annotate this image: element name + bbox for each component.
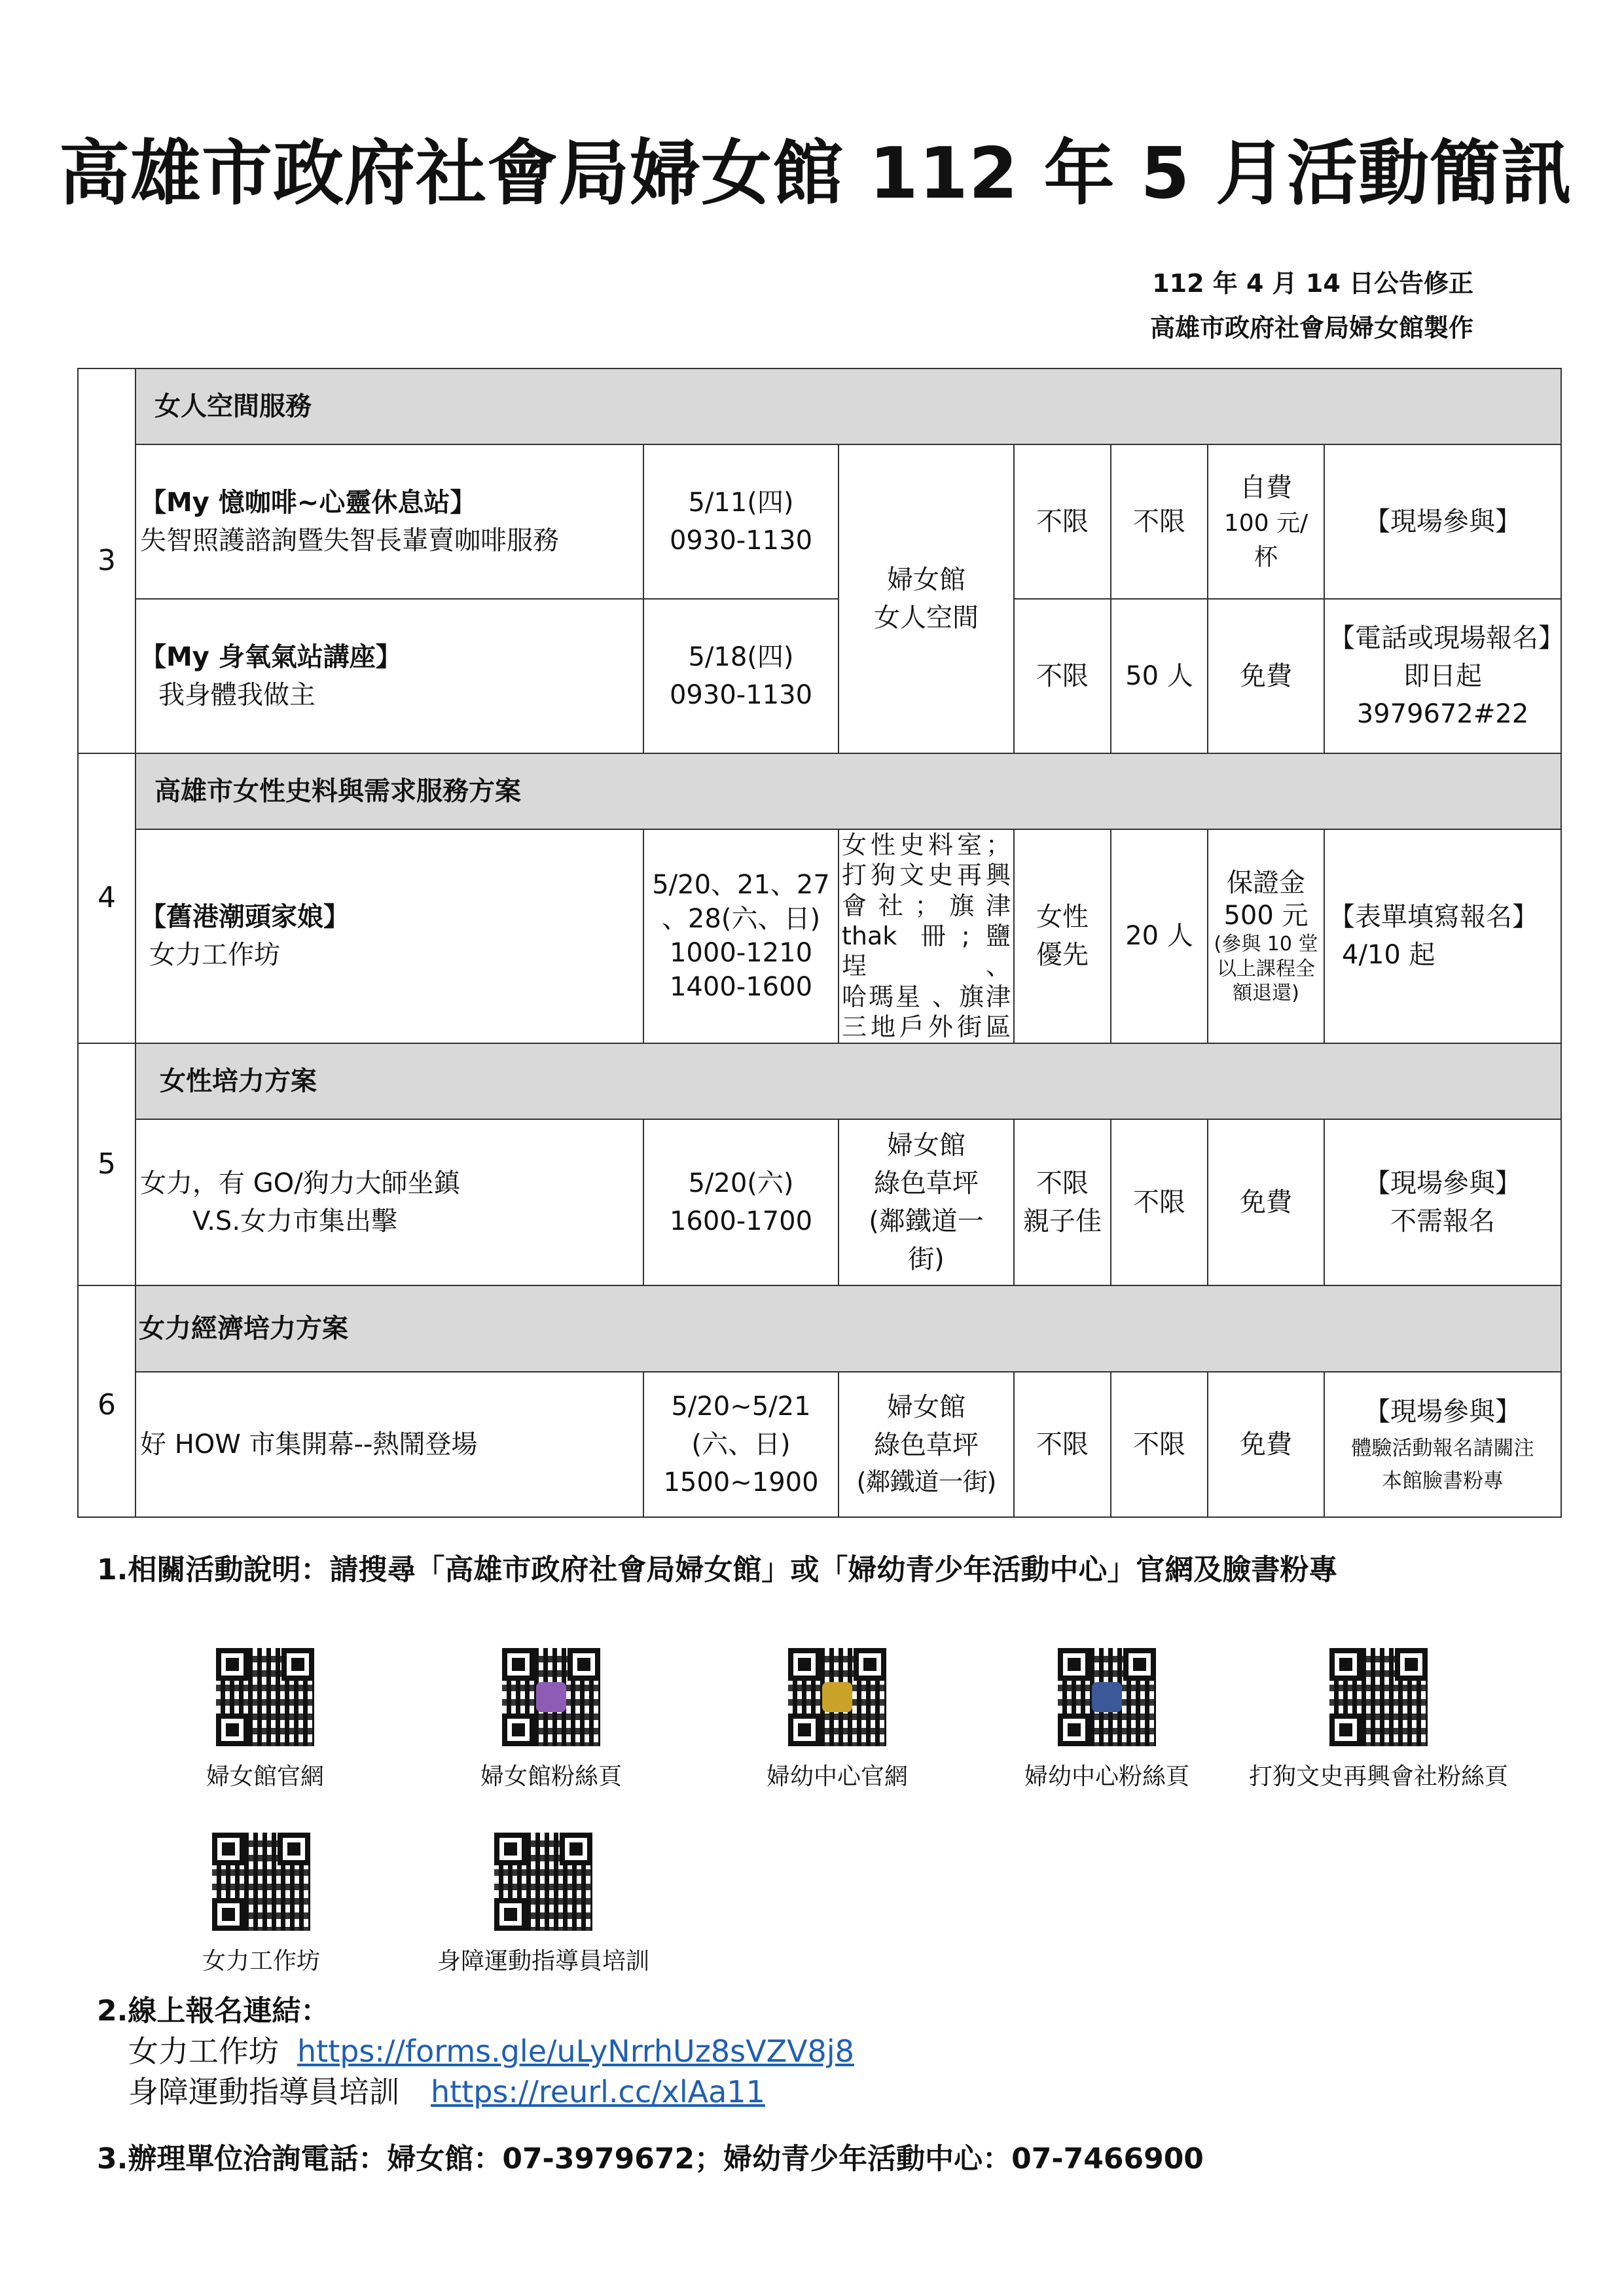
time-line: 1000-1210	[669, 938, 813, 969]
activity-date	[643, 829, 839, 1043]
section-3-header	[78, 368, 1561, 444]
section-title: 女人空間服務	[135, 368, 1561, 444]
activity-title: 女力，有 GO/狗力大師坐鎮	[140, 1168, 460, 1198]
qr-code	[212, 1833, 310, 1931]
activity-fee: 免費	[1208, 1119, 1324, 1285]
qr-label: 女力工作坊	[202, 1948, 320, 1975]
qr-label: 婦幼中心官網	[766, 1763, 908, 1790]
table-row	[78, 829, 1561, 1043]
qr-women-center-fanpage[interactable]	[453, 1648, 649, 1791]
announce-date: 112 年 4 月 14 日公告修正	[1152, 269, 1473, 298]
qr-dagou-fanpage[interactable]	[1248, 1648, 1508, 1791]
date-line: (六、日)	[691, 1429, 791, 1460]
activity-quota: 不限	[1111, 444, 1208, 599]
activity-date	[643, 1119, 839, 1285]
activity-signup	[1324, 829, 1561, 1043]
activity-name	[135, 829, 643, 1043]
activity-place	[839, 829, 1014, 1043]
activity-date	[643, 444, 839, 599]
signup-line: 【現場參與】	[1364, 1168, 1522, 1198]
activity-quota: 20 人	[1111, 829, 1208, 1043]
section-5-header	[78, 1043, 1561, 1119]
activity-fee: 免費	[1208, 1372, 1324, 1517]
section-number: 6	[78, 1285, 135, 1517]
signup-line: 不需報名	[1390, 1206, 1496, 1236]
signup-line: 體驗活動報名請關注	[1351, 1436, 1534, 1460]
time-line: 1400-1600	[669, 972, 813, 1003]
table-row	[78, 1372, 1561, 1517]
qr-label: 身障運動指導員培訓	[437, 1948, 649, 1975]
activity-place	[839, 1372, 1014, 1517]
fee-line: 自費	[1240, 472, 1292, 503]
qr-label: 打狗文史再興會社粉絲頁	[1248, 1763, 1508, 1790]
link-label: 女力工作坊	[128, 2034, 279, 2069]
signup-line: 【表單填寫報名】	[1329, 902, 1538, 933]
place-line: 女人空間	[874, 603, 979, 633]
note-contact-phone: 3.辦理單位洽詢電話：婦女館：07-3979672；婦幼青少年活動中心：07-7466900	[97, 2142, 1204, 2176]
date-line: 5/11(四)	[688, 488, 794, 518]
place-line: (鄰鐵道一街)	[856, 1467, 996, 1496]
section-number: 4	[78, 753, 135, 1043]
signup-link-row	[128, 2028, 854, 2071]
activity-fee	[1208, 829, 1324, 1043]
activity-title: 【舊港潮頭家娘】	[140, 902, 350, 933]
qr-code	[788, 1648, 886, 1746]
place-line: 婦女館	[887, 1391, 965, 1422]
qr-disability-coach-training[interactable]	[437, 1833, 649, 1976]
section-title: 女力經濟培力方案	[135, 1285, 1561, 1372]
activity-name	[135, 444, 643, 599]
coach-training-signup-link[interactable]: https://reurl.cc/xlAa11	[431, 2074, 765, 2109]
table-row	[78, 1119, 1561, 1285]
section-6-header	[78, 1285, 1561, 1372]
link-label: 身障運動指導員培訓	[128, 2074, 399, 2109]
section-number: 5	[78, 1043, 135, 1285]
fee-note: 額退還)	[1233, 982, 1299, 1005]
activity-fee	[1208, 444, 1324, 599]
date-line: 5/20(六)	[688, 1168, 794, 1198]
activity-signup	[1324, 1372, 1561, 1517]
activity-target: 不限	[1014, 599, 1111, 753]
signup-line: 本館臉書粉專	[1382, 1469, 1504, 1493]
date-line: 5/20~5/21	[671, 1391, 811, 1422]
qr-code	[1058, 1648, 1156, 1746]
page-title: 高雄市政府社會局婦女館 112 年 5 月活動簡訊	[59, 133, 1572, 215]
fee-line: 500 元	[1223, 901, 1308, 931]
fee-note: (參與 10 堂	[1214, 933, 1318, 956]
signup-link-row	[128, 2068, 765, 2111]
place-line: 會 社 ； 旗 津	[842, 891, 1011, 920]
place-line: 綠色草坪	[874, 1429, 979, 1460]
section-number: 3	[78, 368, 135, 753]
place-line: 打狗文史再興	[842, 861, 1011, 890]
place-line: 街)	[908, 1244, 945, 1274]
place-line: 三地戶外街區	[842, 1013, 1011, 1042]
figure-logo-icon	[822, 1682, 852, 1712]
table-row	[78, 599, 1561, 753]
fee-note: 以上課程全	[1217, 957, 1315, 980]
activity-desc: V.S.女力市集出擊	[192, 1206, 398, 1236]
note-activity-info: 1.相關活動說明：請搜尋「高雄市政府社會局婦女館」或「婦幼青少年活動中心」官網及臉書粉專	[97, 1553, 1338, 1587]
place-line: 婦女館	[887, 565, 965, 595]
activity-desc: 失智照護諮詢暨失智長輩賣咖啡服務	[140, 526, 559, 556]
activity-title: 【My 身氧氣站講座】	[140, 642, 402, 672]
activity-name	[135, 1119, 643, 1285]
fee-line: 保證金	[1227, 868, 1305, 898]
time-line: 1600-1700	[669, 1206, 813, 1236]
activity-quota: 不限	[1111, 1119, 1208, 1285]
place-line: thak 冊;鹽埕、	[842, 922, 1011, 981]
activity-place	[839, 444, 1014, 753]
target-line: 親子佳	[1023, 1206, 1102, 1236]
target-line: 優先	[1036, 940, 1089, 971]
qr-youth-center-site[interactable]	[739, 1648, 935, 1791]
heart-logo-icon	[536, 1682, 566, 1712]
qr-women-center-site[interactable]	[167, 1648, 363, 1791]
activity-date	[643, 1372, 839, 1517]
section-title: 高雄市女性史料與需求服務方案	[135, 753, 1561, 829]
activity-title: 【My 憶咖啡~心靈休息站】	[140, 488, 477, 518]
qr-label: 婦女館粉絲頁	[480, 1763, 622, 1790]
note-online-signup: 2.線上報名連結：	[97, 1994, 330, 2028]
activity-target: 不限	[1014, 1372, 1111, 1517]
activity-target	[1014, 1119, 1111, 1285]
producer: 高雄市政府社會局婦女館製作	[1149, 314, 1473, 342]
activity-name: 好 HOW 市集開幕--熱鬧登場	[135, 1372, 643, 1517]
section-4-header	[78, 753, 1561, 829]
activity-table	[77, 368, 1562, 1518]
activity-date	[643, 599, 839, 753]
activity-place	[839, 1119, 1014, 1285]
place-line: 綠色草坪	[874, 1168, 979, 1198]
time-line: 0930-1130	[669, 680, 813, 710]
time-line: 0930-1130	[669, 526, 813, 556]
qr-label: 婦女館官網	[206, 1763, 324, 1790]
signup-line: 4/10 起	[1342, 940, 1435, 971]
qr-code	[216, 1648, 314, 1746]
activity-fee: 免費	[1208, 599, 1324, 753]
qr-women-workshop[interactable]	[163, 1833, 359, 1976]
date-line: 、28(六、日)	[661, 904, 821, 935]
qr-code	[502, 1648, 600, 1746]
time-line: 1500~1900	[663, 1467, 819, 1498]
qr-label: 婦幼中心粉絲頁	[1024, 1763, 1189, 1790]
activity-target: 不限	[1014, 444, 1111, 599]
date-line: 5/18(四)	[688, 642, 794, 672]
facebook-logo-icon	[1092, 1682, 1122, 1712]
activity-desc: 女力工作坊	[149, 940, 280, 971]
workshop-signup-link[interactable]: https://forms.gle/uLyNrrhUz8sVZV8j8	[297, 2034, 854, 2069]
activity-signup: 【現場參與】	[1324, 444, 1561, 599]
target-line: 不限	[1036, 1168, 1089, 1198]
place-line: 哈瑪星 、旗津	[842, 982, 1011, 1011]
activity-signup	[1324, 599, 1564, 753]
activity-desc: 我身體我做主	[158, 680, 316, 710]
activity-quota: 不限	[1111, 1372, 1208, 1517]
signup-line: 【電話或現場報名】	[1329, 623, 1564, 653]
table-row	[78, 444, 1561, 599]
target-line: 女性	[1036, 902, 1089, 933]
signup-line: 3979672#22	[1356, 699, 1529, 729]
activity-quota: 50 人	[1111, 599, 1208, 753]
qr-code	[494, 1833, 592, 1931]
signup-line: 即日起	[1403, 661, 1483, 691]
place-line: (鄰鐵道一	[869, 1206, 984, 1236]
activity-signup	[1324, 1119, 1561, 1285]
date-line: 5/20、21、27	[652, 870, 830, 901]
place-line: 女性史料室；	[842, 831, 1011, 859]
fee-line: 100 元/杯	[1223, 509, 1308, 571]
signup-line: 【現場參與】	[1364, 1396, 1522, 1427]
activity-name	[135, 599, 643, 753]
qr-code	[1329, 1648, 1428, 1746]
activity-target	[1014, 829, 1111, 1043]
place-line: 婦女館	[887, 1130, 965, 1160]
section-title: 女性培力方案	[135, 1043, 1561, 1119]
qr-youth-center-fanpage[interactable]	[1009, 1648, 1205, 1791]
